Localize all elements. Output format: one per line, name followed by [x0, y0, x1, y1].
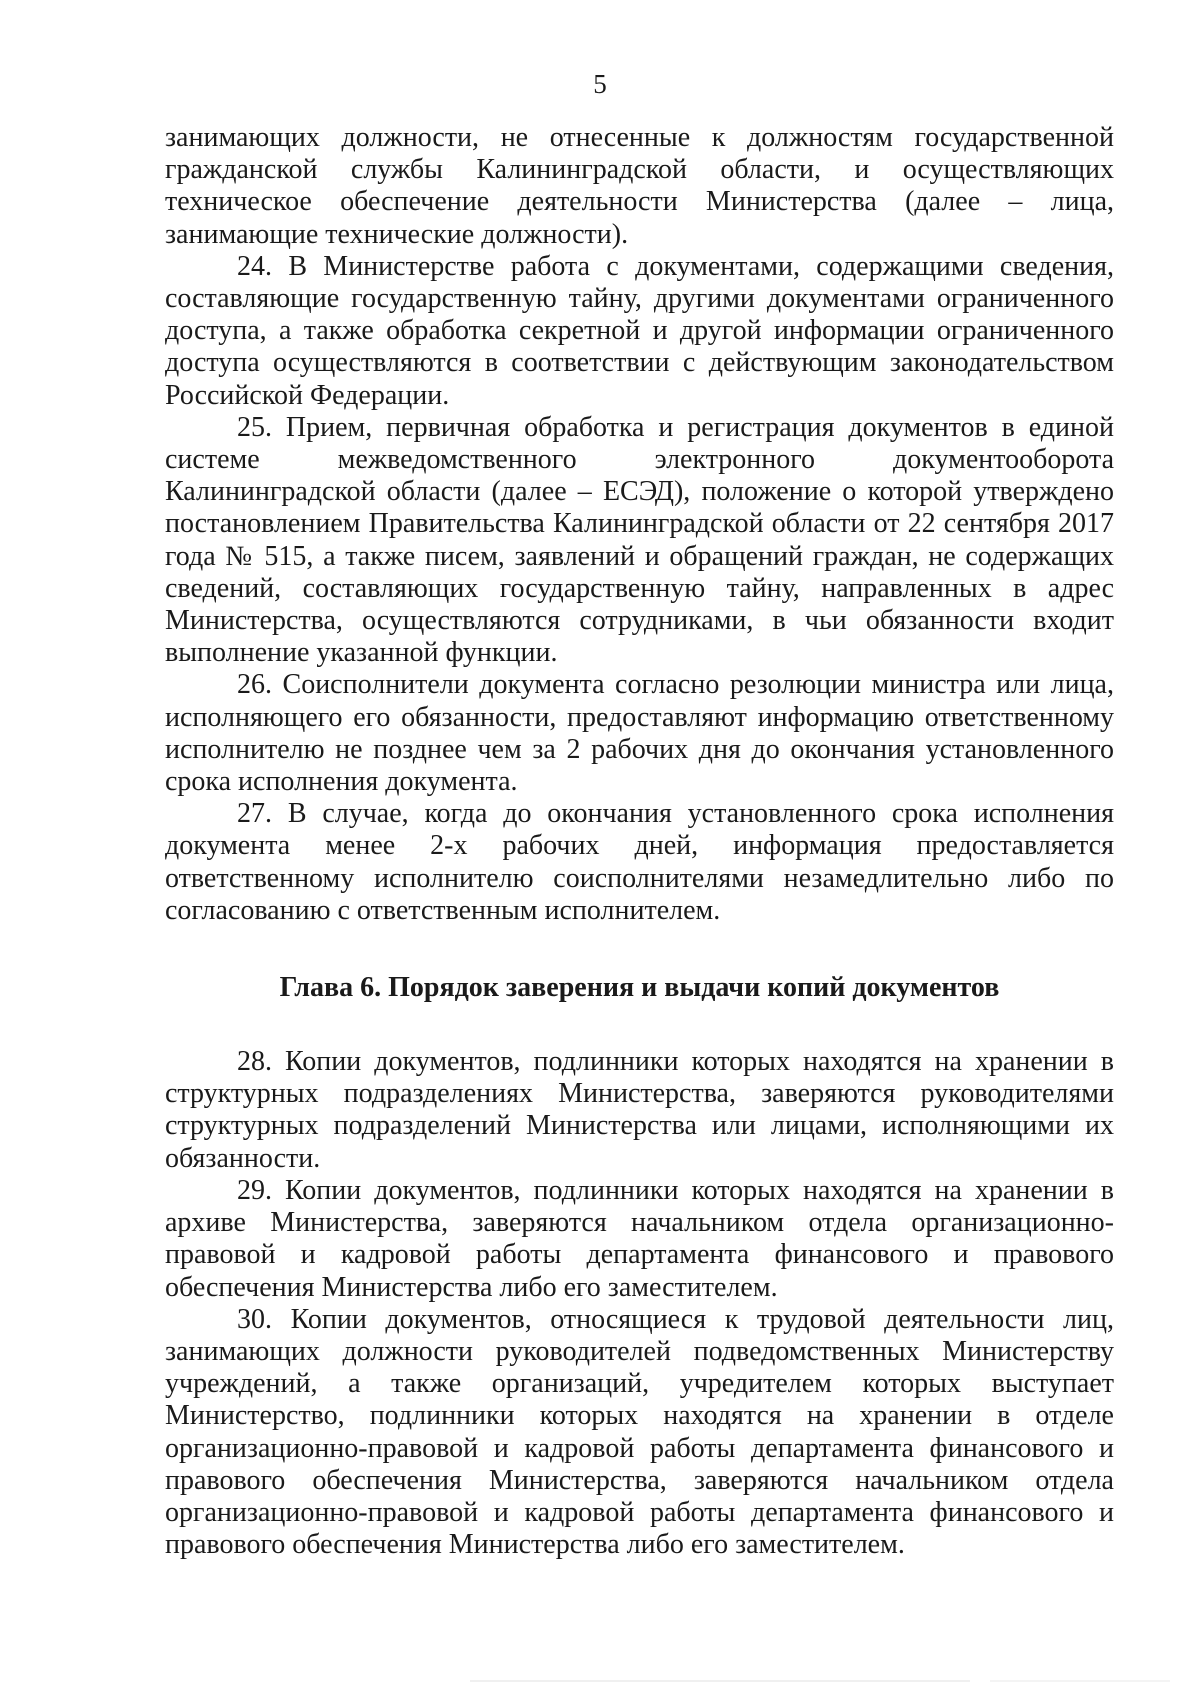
paragraph-30: 30. Копии документов, относящиеся к трудовой деятельности лиц, занимающих должности руководителей подведомственных Министерству учреждений, а также организаций, учредителем которых выступает Министерство, подлинники которых находятся на хранении в отделе организационно-правовой и кадровой работы департамента финансового и правового обеспечения Министерства, заверяются начальником отдела организационно-правовой и кадровой работы департамента финансового и правового обеспечения Министерства либо его заместителем.: [165, 1303, 1114, 1561]
paragraph-26: 26. Соисполнители документа согласно резолюции министра или лица, исполняющего его обязанности, предоставляют информацию ответственному исполнителю не позднее чем за 2 рабочих дня до окончания установленного срока исполнения документа.: [165, 669, 1114, 798]
paragraph-continuation: занимающих должности, не отнесенные к должностям государственной гражданской службы Калининградской области, и осуществляющих техническое обеспечение деятельности Министерства (далее – лица, занимающие технические должности).: [165, 122, 1114, 250]
page-number: 5: [593, 69, 607, 99]
paragraph-25: 25. Прием, первичная обработка и регистрация документов в единой системе межведомственного электронного документооборота Калининградской области (далее – ЕСЭД), положение о которой утверждено постановлением Правительства Калининградской области от 22 сентября 2017 года № 515, а также писем, заявлений и обращений граждан, не содержащих сведений, составляющих государственную тайну, направленных в адрес Министерства, осуществляются сотрудниками, в чьи обязанности входит выполнение указанной функции.: [165, 411, 1114, 669]
chapter-heading: Глава 6. Порядок заверения и выдачи копий документов: [279, 972, 1000, 1004]
paragraph-27: 27. В случае, когда до окончания установленного срока исполнения документа менее 2-х рабочих дней, информация предоставляется ответственному исполнителю соисполнителями незамедлительно либо по согласованию с ответственным исполнителем.: [165, 798, 1114, 926]
paragraph-29: 29. Копии документов, подлинники которых находятся на хранении в архиве Министерства, заверяются начальником отдела организационно-правовой и кадровой работы департамента финансового и правового обеспечения Министерства либо его заместителем.: [165, 1174, 1114, 1303]
paragraph-28: 28. Копии документов, подлинники которых находятся на хранении в структурных подразделениях Министерства, заверяются руководителями структурных подразделений Министерства или лицами, исполняющими их обязанности.: [165, 1046, 1114, 1174]
scan-artifact: [990, 1680, 1170, 1682]
scan-artifact: [470, 1680, 970, 1682]
document-body: [165, 122, 1114, 1561]
paragraph-24: 24. В Министерстве работа с документами, содержащими сведения, составляющие государственную тайну, другими документами ограниченного доступа, а также обработка секретной и другой информации ограниченного доступа осуществляются в соответствии с действующим законодательством Российской Федерации.: [165, 250, 1114, 411]
